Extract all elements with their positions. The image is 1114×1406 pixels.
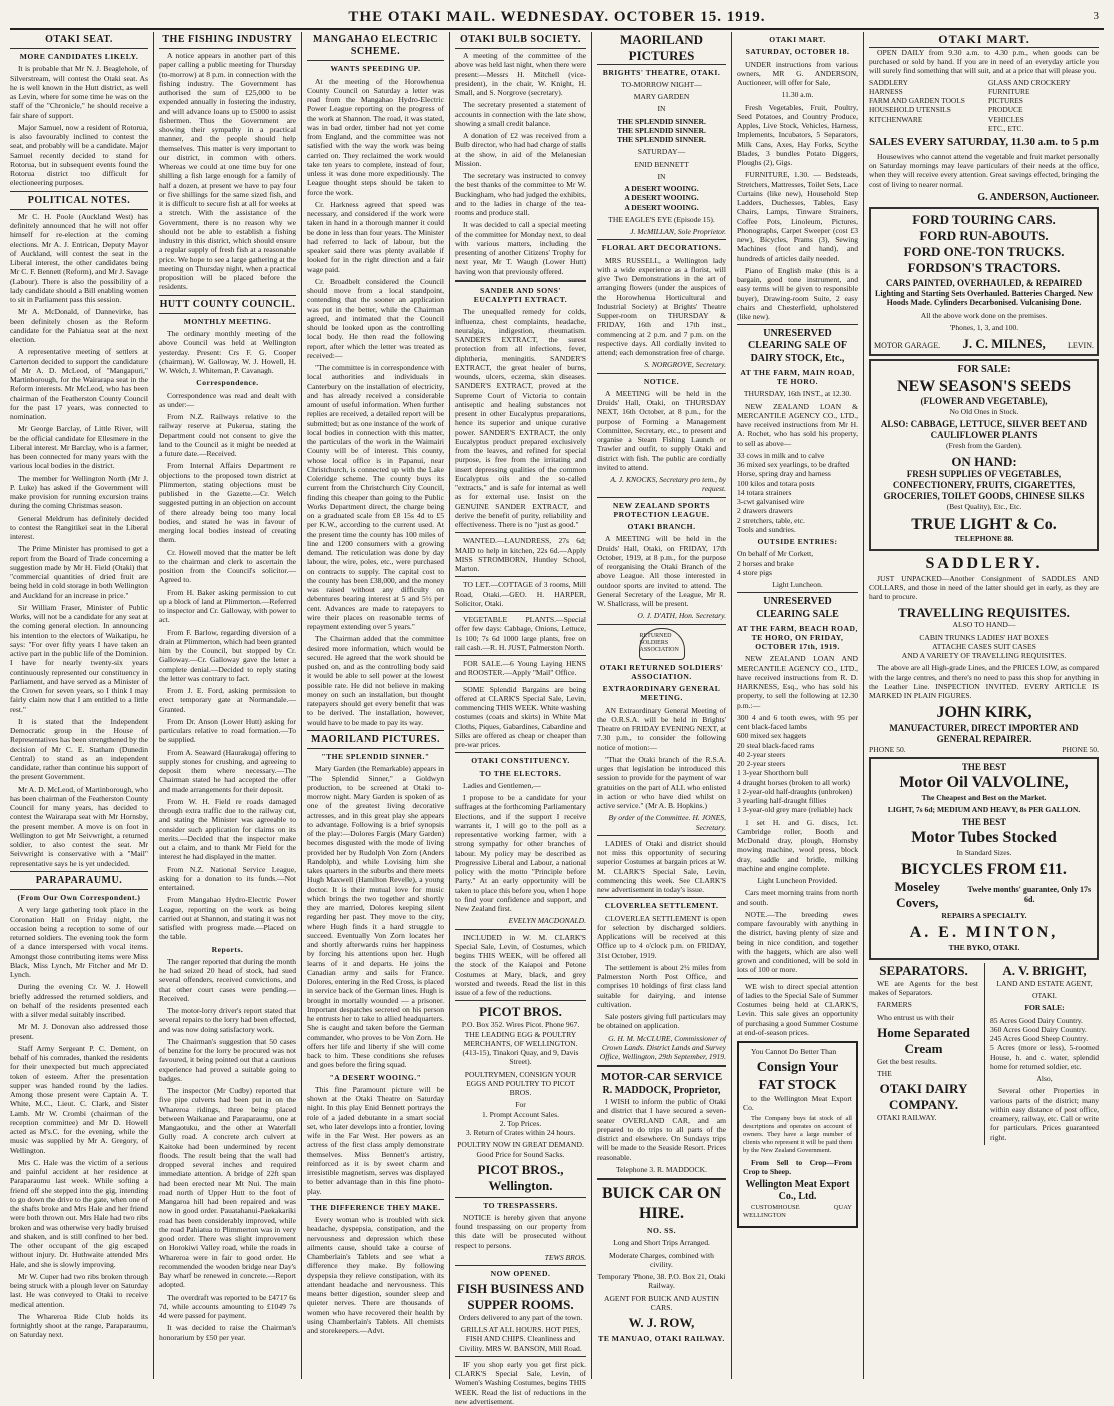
notice-text: NEW ZEALAND LOAN AND MERCANTILE AGENCY CO., LTD., have received instructions from R. D. HARKNESS, Esq., who has sold his property, to sell the following at 12.30 p.m.:— bbox=[737, 654, 858, 710]
ad-text: POULTRYMEN, CONSIGN YOUR EGGS AND POULTRY TO PICOT BROS. bbox=[464, 1069, 577, 1098]
meat-export-ad bbox=[737, 1041, 858, 1228]
ad-headline: A. E. MINTON, bbox=[909, 924, 1059, 942]
stock-list: On behalf of Mr Corkett, 2 horses and brake 4 store pigs bbox=[737, 549, 814, 577]
ad-text: SATURDAY— bbox=[637, 147, 686, 157]
correspondent-byline: (From Our Own Correspondent.) bbox=[17, 893, 141, 903]
bright-land-agent-ad bbox=[984, 963, 1099, 1145]
ad-headline: Motor Oil VALVOLINE, bbox=[899, 774, 1069, 792]
article-paragraph: Mr C. H. Poole (Auckland West) has definitely announced that he will not offer himself for re-election at the coming elections. Mr A. J. Entrican, Deputy Mayor of Auckland, will contest the seat in the Liberal interest, the other candidates being Mr C. F. Bennett (Reform), and Mr J. Savage (Labour). There is also the possibility of a lady candidate should a Bill enabling women to sit in Parliament pass this session. bbox=[10, 211, 148, 305]
subheading: NOW OPENED. bbox=[490, 1269, 551, 1279]
notice-text: AN Extraordinary General Meeting of the O.R.S.A. will be held in Brights' Theatre on FRIDAY EVENING NEXT, at 7.30 p.m., to consider the following notice of motion:— bbox=[597, 705, 726, 752]
mart-item: PRODUCE bbox=[988, 105, 1023, 115]
notice-text: CLOVERLEA SETTLEMENT is open for selection by discharged soldiers. Applications will be received at this Office up to 4 o'clock p.m. on FRIDAY, 31st October, 1919. bbox=[597, 913, 726, 960]
subheading: "A DESERT WOOING." bbox=[329, 1072, 422, 1082]
ad-text: Get the best results. bbox=[877, 1056, 937, 1066]
ad-text: All the above work done on the premises. bbox=[920, 311, 1048, 321]
divider bbox=[597, 1065, 726, 1067]
signature: J. McMILLAN, Sole Proprietor. bbox=[630, 227, 726, 237]
notice-text: 1 set H. and G. discs, 1ct. Cambridge roller, Booth and McDonald dray, plough, Hornsby mowing machine, wool press, block dray, saddle and bridle, milking machine and engine complete. bbox=[737, 817, 858, 873]
mart-item bbox=[869, 124, 980, 133]
advert-heading: THE DIFFERENCE THEY MAKE. bbox=[310, 1202, 441, 1212]
signature: S. NORGROVE, Secretary. bbox=[644, 360, 726, 370]
subheading: NO. SS. bbox=[646, 1226, 677, 1236]
ad-text: Moderate Charges, combined with civility. bbox=[609, 1250, 714, 1269]
maoriland-pictures-ad-heading: MAORILAND PICTURES bbox=[597, 32, 726, 65]
subheading: Correspondence. bbox=[196, 378, 259, 388]
mart-item-list bbox=[869, 78, 1099, 132]
classified-ad: LADIES of Otaki and district should not miss this opportunity of securing superior Costumes at bargain prices at W. M. CLARK'S Special Sale, Levin, commencing this week. See CLARK'S new advertisement in today's issue. bbox=[597, 838, 726, 895]
column-3 bbox=[301, 32, 449, 1379]
ad-text: A DESERT WOOING. A DESERT WOOING. A DESERT WOOING. bbox=[624, 184, 699, 212]
ad-text: GRILLS AT ALL HOURS. HOT PIES, FISH AND CHIPS. Cleanliness and Civility. MRS W. BANSON, Mill Road. bbox=[459, 1325, 582, 1353]
divider bbox=[455, 1265, 586, 1266]
article-paragraph: A representative meeting of settlers at Carterton decided to support the candidature of Mr A. D. McLeod, of "Mangapuri," Martinborough, for the Wairarapa seat in the Reform interests. Mr McLeod, who has been chairman of the Featherston County Council for the past 17 years, was connected to nomination. bbox=[10, 347, 148, 422]
classified-ad: INCLUDED in W. M. CLARK'S Special Sale, Levin, of Costumes, which begins THIS WEEK, will be offered all the stock of the Kaiapoi and Petone Costumes at Mary, black, and grey worsted and tweeds. Read the list in this issue of a few of the reductions. bbox=[455, 932, 586, 998]
notice-text: NEW ZEALAND LOAN & MERCANTILE AGENCY CO., LTD., have received instructions from Mr H. A. Rochet, who has sold his property, to sell as above— bbox=[737, 401, 858, 448]
ad-text: No Old Ones in Stock. bbox=[949, 407, 1019, 417]
column-6 bbox=[731, 32, 863, 1379]
article-paragraph: The member for Wellington North (Mr J. P. Luke) has asked if the Government will make provision for running excursion trains during the coming Christmas season. bbox=[10, 473, 148, 511]
ad-text: Temporary 'Phone, 38. P.O. Box 21, Otaki Railway. bbox=[597, 1272, 726, 1291]
ad-text: ALSO TO HAND— bbox=[952, 620, 1016, 630]
ad-text: FOR SALE: bbox=[957, 364, 1011, 376]
ad-text: (Best Quality), Etc., Etc. bbox=[946, 502, 1022, 512]
article-paragraph: Correspondence was read and dealt with as under:— bbox=[159, 390, 296, 409]
picot-bros-heading: PICOT BROS. bbox=[479, 1004, 562, 1020]
ad-text: The Company buys fat stock of all descriptions and operates on account of owners. They have a large number of clients who represent it will be paid them by the New Zealand Government. bbox=[743, 1115, 852, 1154]
rsa-badge-icon: RETURNED SOLDIERS ASSOCIATION bbox=[639, 628, 685, 660]
ad-text: MOTOR GARAGE. bbox=[874, 340, 941, 350]
ad-text: 85 Acres Good Dairy Country. 360 Acres Good Dairy Country. 245 Acres Good Sheep Country. 5 Acres (more or less), 5-roomed House, h. and c. water, splendid home for returned soldier, etc. bbox=[990, 1015, 1099, 1071]
subheading: OTAKI BRANCH. bbox=[627, 522, 696, 532]
article-paragraph: The inspector (Mr Cudby) reported that five pipe culverts had been put in on the Whareroa ridings, three being placed between Waikanae and Paraparaumu, one at Mangaotuku, and the other at Waterfall Gully road. A concrete arch culvert at Kaitoke had been undermined by recent floods. The result being that the wall had dropped several inches and required immediate attention. A bridge of 22ft span had been erected near Mt Nui. The main road north of Upper Hutt to the foot of Mangaroa hill had been repaired and was now in good order. Pauatahanui-Paekakariki road has been considerably improved, while the road Pahiatua to Plimmerton was in very good order. There was slight improvement on Horokiwi Valley road, while the roads in Whareroa were in fair to good order. He recommended the wooden bridge near Day's Bay wharf be renewed in concrete.—Report adopted. bbox=[159, 1086, 296, 1290]
article-paragraph: A donation of £2 was received from a Bulb director, who had had charge of stalls at the show, in aid of the Melanesian Mission. bbox=[455, 131, 586, 168]
maddock-heading: R. MADDOCK, Proprietor, bbox=[602, 1084, 721, 1096]
ad-text: 'Phones, 1, 3, and 100. bbox=[949, 323, 1019, 333]
ad-headline: FORDSON'S TRACTORS. bbox=[907, 259, 1061, 275]
article-paragraph: Mr George Barclay, of Little River, will be the official candidate for Ellesmere in the Liberal interest. Mr Barclay, who is a farmer, has been connected for many years with the various local bodies in the district. bbox=[10, 424, 148, 471]
otaki-seat-subheading: MORE CANDIDATES LIKELY. bbox=[19, 52, 139, 62]
maoriland-pictures-heading: MAORILAND PICTURES. bbox=[307, 734, 444, 749]
ford-garage-ad bbox=[869, 207, 1099, 356]
article-paragraph: During the evening Cr. W. J. Howell briefly addressed the returned soldiers, and on behalf of the residents presented each with a silver medal suitably inscribed. bbox=[10, 982, 148, 1020]
notice-text: "That the Otaki branch of the R.S.A. urges that legislation be introduced this session to provide for the payment of war gratuities on the part of ALL who enlisted in action or who have died whilst on active service." (Mr A. B. Hopkins.) bbox=[597, 754, 726, 811]
ad-text: You Cannot Do Better Than bbox=[751, 1047, 837, 1057]
mart-item: KITCHENWARE bbox=[869, 114, 923, 124]
article-paragraph: From Mangahao Hydro-Electric Power League, reporting on the work as being carried out at Shannon, and stating it was not satisfied with progress made.—Placed on the table. bbox=[159, 895, 296, 942]
ad-text: REPAIRS A SPECIALTY. bbox=[941, 911, 1027, 921]
article-paragraph: A very large gathering took place in the Coronation Hall on Friday night, the occasion being a reception to some of our returned soldiers. The evening took the form of a dance interspersed with vocal items. Amongst those contributing items were Miss Black, Miss Lynch, Mr Fitcher and Mr D. Lynch. bbox=[10, 905, 148, 980]
divider bbox=[455, 280, 586, 282]
ad-text: THE BEST bbox=[961, 817, 1007, 828]
divider bbox=[307, 1199, 444, 1200]
divider bbox=[737, 978, 858, 979]
column-2 bbox=[153, 32, 301, 1379]
masthead bbox=[10, 6, 1104, 30]
ad-text: Several other Properties in various parts of the district; many within easy distance of post office, creamery, railway, etc. Call or write for particulars. Prices guaranteed right. bbox=[990, 1086, 1099, 1142]
signature: G. H. M. McCLURE, Commissioner of Crown Lands. District Lands and Survey Office, Wellington, 29th September, 1919. bbox=[599, 1033, 726, 1062]
ad-text: FARMERS bbox=[877, 1000, 912, 1010]
ad-headline: Wellington Meat Export Co., Ltd. bbox=[745, 1179, 850, 1203]
page-number: 3 bbox=[1093, 10, 1100, 23]
divider bbox=[455, 576, 586, 577]
ad-headline: FORD RUN-ABOUTS. bbox=[919, 228, 1049, 244]
ad-text: Housewives who cannot attend the vegetable and fruit market personally on Saturday mornings may leave particulars of their needs at the office, when they will receive every attention. Great savings effected, bringing the cost of living to nearer normal. bbox=[869, 151, 1099, 189]
divider bbox=[455, 929, 586, 930]
subheading: AT THE FARM, MAIN ROAD, TE HORO. bbox=[740, 367, 855, 387]
ad-text: THE BEST bbox=[961, 762, 1007, 773]
ad-text: ENID BENNETT bbox=[634, 159, 689, 169]
notice-text: 11.30 a.m. bbox=[781, 90, 814, 100]
article-paragraph: Mary Garden (the Remarkable) appears in "The Splendid Sinner," a Goldwyn production, to be screened at Otaki to-morrow night. Mary Garden is spoken of as one of the greatest living decorative actresses, and in this great play she appears to advantage. Following is a brief synopsis of the play:—Dolores Fargis (Mary Garden) becomes disgusted with the mode of living provided her by Rudolph Von Zorn (Anders Randolph), and while Lovising him she takes quarters in the suburbs and there meets Hugh Maxwell (Hamilton Revelle), a young doctor. It is their mutual love for music which brings the two together and shortly they are married, Dolores keeping silent regarding her past. They move to the city, where Hugh finds it a hard struggle to succeed. Eventually Von Zorn locates her and shortly afterwards ruins her happiness by forcing his attentions upon her. Hugh learns of it and departs. He joins the Canadian army and sails for France. Dolores, entering in the Red Cross, is placed in service back of the German lines. Hugh is brought in mortally wounded — a prisoner. Important despatches secreted on his person he entrusts her to take to allied headquarters. She is caught and taken before the German commander, who proves to be Von Zorn. He offers her life and liberty if she will come back to him. These conditions she refuses and goes before the firing squad. bbox=[307, 764, 444, 1070]
ad-headline: BICYCLES FROM £11. bbox=[901, 860, 1067, 878]
article-paragraph: The secretary was instructed to convey the best thanks of the committee to Mr W. Buckingham, who had judged the exhibits, and to the ladies in charge of the tea-rooms and produce stall. bbox=[455, 171, 586, 218]
article-paragraph: Mrs C. Hale was the victim of a serious and painful accident at her residence at Paraparaumu last week. While softing a friend off she stepped into the gig, intending to go down the drive to the gate, when one of the shafts broke and Mrs Hale and her friend were both thrown out. Mrs Hale had two ribs broken and was otherwise very badly bruised and shaken, and is still confined to her bed. The other occupant of the gig escaped without injury. Dr. Huthwaite attended Mrs Hale, and she is slowly improving. bbox=[10, 1157, 148, 1269]
ad-text: WE are Agents for the best makes of Separators. bbox=[869, 978, 978, 998]
signature: By order of the Committee. H. JONES, Secretary. bbox=[608, 813, 726, 832]
paraparaumu-heading: PARAPARAUMU. bbox=[10, 875, 148, 890]
article-paragraph: At the meeting of the Horowhenua County Council on Saturday a letter was read from the Mangahao Hydro-Electric Power League reporting on the progress of the work at Shannon. The road, it was stated, was in bad order, timber had not yet come from England, and the committee was not satisfied with the way the work was being carried on. They reclaimed the work would take ten years to complete, instead of four, unless it was done more expeditiously. The League thought steps should be taken to force the work. bbox=[307, 76, 444, 197]
classified-ad: WE wish to direct special attention of ladies to the Special Sale of Summer Costumes being held at CLARK'S, Levin. This sale gives an opportunity of purchasing a good Summer Costume at end-of-season prices. bbox=[737, 981, 858, 1037]
divider bbox=[455, 1000, 586, 1001]
ad-text: IN bbox=[657, 171, 666, 181]
ad-headline: FORD ONE-TON TRUCKS. bbox=[903, 243, 1065, 259]
mart-item: ETC., ETC. bbox=[988, 123, 1024, 133]
notice-text: A MEETING will be held in the Druids' Hall, Otaki, on THURSDAY NEXT, 16th October, at 8 p.m., for the purpose of Forming a Management Committee, Secretary, etc., to present and organise a Steam Fishing Launch or Trawler and outfit, to supply Otaki and district with fish. The public are cordially invited to attend. bbox=[597, 388, 726, 472]
subheading: MONTHLY MEETING. bbox=[183, 316, 272, 326]
ad-headline: TRUE LIGHT & Co. bbox=[911, 515, 1057, 533]
article-paragraph: Mr A. D. McLeod, of Martinborough, who has been chairman of the Featherston County Council for many years, has decided to contest the Wairarapa seat with Mr Hornsby, the present member. A move is on foot in Wellington to get Mr Seivwright, a returned soldier, to also contest the seat. Mr Seivwright is conservative with a "Mail" representative says he is yet undecided. bbox=[10, 784, 148, 868]
subheading: OUTSIDE ENTRIES: bbox=[757, 537, 838, 547]
notice-text: Sale posters giving full particulars may be obtained on application. bbox=[597, 1012, 726, 1031]
notice-text: UNDER instructions from various owners, MR G. ANDERSON, Auctioneer, will offer for Sale, bbox=[737, 59, 858, 87]
article-paragraph: From H. Baker asking permission to cut up a block of land at Plimmerton.—Referred to inspector and Cr. Galloway, with power to act. bbox=[159, 587, 296, 625]
article-paragraph: The overdraft was reported to be £4717 6s 7d, while accounts amounting to £1049 7s 4d were passed for payment. bbox=[159, 1292, 296, 1321]
divider bbox=[597, 835, 726, 836]
mart-item: SADDLERY bbox=[869, 78, 909, 88]
article-paragraph: From N.Z. National Service League, asking for a donation to its funds.—Not entertained. bbox=[159, 864, 296, 893]
constituency-heading: OTAKI CONSTITUENCY. bbox=[471, 756, 570, 766]
divider bbox=[455, 1197, 586, 1198]
article-paragraph: General Meldrum has definitely decided to contest the Rangitikei seat in the Liberal interest. bbox=[10, 513, 148, 542]
mart-item: VEHICLES bbox=[988, 114, 1024, 124]
ad-text: THE bbox=[877, 1068, 892, 1078]
notice-text: Light Luncheon. bbox=[772, 580, 823, 590]
article-paragraph: I propose to be a candidate for your suffrages at the forthcoming Parliamentary Elections, and if the support I receive warrants it, I will go to the poll as a representative working farmer, with a strong sympathy for other branches of labour. My policy may be described as Progressive Liberal and Labour, a national policy with the motto "Principle before Party." At an early opportunity will be taken to place this before you, when I hope to find your confidence and support, and New Zealand first. bbox=[455, 793, 586, 914]
signature: A. J. KNOCKS, Secretary pro tem., by request. bbox=[610, 475, 726, 494]
separators-ad bbox=[869, 963, 978, 1145]
ad-text: MARY GARDEN bbox=[633, 92, 690, 102]
cloverlea-heading: CLOVERLEA SETTLEMENT. bbox=[604, 901, 719, 911]
ad-text: FRESH SUPPLIES OF VEGETABLES, CONFECTIONERY, FRUITS, CIGARETTES, GROCERIES, TOILET GOODS, CHINESE SILKS bbox=[883, 469, 1085, 502]
divider bbox=[737, 592, 858, 593]
article-paragraph: It is stated that the Independent Democratic group in the House of Representatives has been strengthened by the decision of Mr C. E. Statham (Dunedin Central) to stand as an independent candidate, rather than continue his support of the present Government. bbox=[10, 716, 148, 782]
notice-text: MRS RUSSELL, a Wellington lady with a wide experience as a florist, will give Two Demonstrations in the art of arranging flowers (under the auspices of the Horowhenua Horticultural and Industrial Society) at Brights' Theatre Supper-room on THURSDAY & FRIDAY, 16th and 17th inst., commencing at 2 p.m. and 7 p.m. on the respective days. All cordially invited to attend; each demonstration free of charge. bbox=[597, 255, 726, 358]
ad-text: P.O. Box 352. Wires Picot. Phone 967. THE LEADING EGG & POULTRY MERCHANTS, OF WELLINGTON. (413-15), Tinakori Quay, and 9, Davis Street). bbox=[461, 1020, 580, 1067]
bulb-society-heading: OTAKI BULB SOCIETY. bbox=[455, 34, 586, 49]
stock-list: 33 cows in milk and to calve 36 mixed sex yearlings, to be drafted Horse, spring dray and harness 100 kilos and totara posts 14 totara strainers 3-cwt galvanised wire 2 drawers drawers 2 stretchers, table, etc. Tools and sundries. bbox=[737, 450, 850, 534]
article-paragraph: From Internal Affairs Department re objections to the proposed town district at Plimmerton, stating objections must be published in the Gazette.—Cr. Welch suggested putting in an objection on account of there already being too many local bodies, and stated he was in favour of merging local bodies instead of creating them. bbox=[159, 461, 296, 545]
motor-car-service-heading: MOTOR-CAR SERVICE bbox=[600, 1071, 723, 1084]
political-notes-heading: POLITICAL NOTES. bbox=[10, 195, 148, 210]
ad-text: Also, bbox=[1036, 1074, 1053, 1084]
divider bbox=[597, 897, 726, 898]
ad-subheadline: CARS PAINTED, OVERHAULED, & REPAIRED bbox=[885, 277, 1083, 288]
clearing-sale-heading-2: UNRESERVED CLEARING SALE bbox=[756, 596, 839, 620]
subheading: TO THE ELECTORS. bbox=[479, 768, 562, 778]
sanders-extract-heading: SANDER AND SONS' EUCALYPTI EXTRACT. bbox=[473, 285, 568, 305]
article-paragraph: Mr A. McDonald, of Dannevirke, has been definitely chosen as the Reform candidate for the Pahiatua seat at the next election. bbox=[10, 307, 148, 345]
mart-item: FARM AND GARDEN TOOLS bbox=[869, 96, 965, 106]
ad-text: OTAKI RAILWAY. bbox=[877, 1112, 937, 1122]
article-paragraph: Ladies and Gentlemen,— bbox=[463, 780, 541, 790]
ad-headline: OTAKI DAIRY COMPANY. bbox=[879, 1081, 968, 1113]
sales-saturday-heading: SALES EVERY SATURDAY, 11.30 a.m. to 5 p.m bbox=[869, 135, 1099, 148]
article-paragraph: Major Samuel, now a resident of Rotorua, is also favourably inclined to contest the seat, and probably will be a candidate. Major Samuel recently decided to stand for Rotorua, but in subsequent events found the Rotorua district too difficult for electioneering purposes. bbox=[10, 122, 148, 188]
notice-text: Piano of English make (this is a bargain, good tone instrument, and easy terms will be given to responsible buyer), Drawing-room Suite, 2 easy chairs and Chesterfield, upholstered (like new). bbox=[737, 265, 858, 321]
article-paragraph: The motor-lorry driver's report stated that several repairs to the lorry had been effected, and was now doing satisfactory work. bbox=[159, 1006, 296, 1034]
signature: TEWS BROS. bbox=[544, 1252, 586, 1262]
subheading: TE MANUAO, OTAKI RAILWAY. bbox=[598, 1333, 725, 1343]
article-paragraph: The Prime Minister has promised to get a report from the Board of Trade concerning a suggestion made by Mr H. Field (Otaki) that "commercial quantities of dried fruit are being held in cold storage in both Wellington and Auckland for an increase in price." bbox=[10, 544, 148, 600]
ad-text: MANUFACTURER, DIRECT IMPORTER AND GENERAL REPAIRER. bbox=[889, 722, 1079, 744]
ad-headline: J. C. MILNES, bbox=[962, 335, 1046, 351]
divider bbox=[455, 532, 586, 533]
ad-text: I WISH to inform the public of Otaki and district that I have secured a seven-seater OVERLAND CAR, and am prepared to do trips to all parts of the district and elsewhere. On Sundays trips will be made to the Seaside Resort. Prices reasonable. bbox=[597, 1097, 726, 1162]
ad-headline: FORD TOURING CARS. bbox=[912, 212, 1056, 228]
ad-headline: Moseley Covers, bbox=[894, 879, 941, 911]
ad-text: Long and Short Trips Arranged. bbox=[613, 1238, 710, 1248]
fish-business-heading: FISH BUSINESS AND SUPPER ROOMS. bbox=[456, 1281, 585, 1313]
article-paragraph: From Dr. Anson (Lower Hutt) asking for particulars relative to road formation.—To be supplied. bbox=[159, 716, 296, 745]
article-paragraph: Staff Army Sergeant P. C. Dement, on behalf of his comrades, thanked the residents for their unexpected but much appreciated token of esteem. After the presentation supper was handed round by the ladies. Among those present were Captain A. T. White, M.C., Lieut. C. Clark, and Sister Lamb. Mr W. Crombi (chairman of the reception committee) and Mr D. Howell acted as M's.C. for the evening, while the music was supplied by Mr A. Gregory, of Wellington. bbox=[10, 1043, 148, 1155]
article-paragraph: It was decided to raise the Chairman's honorarium by £50 per year. bbox=[159, 1323, 296, 1342]
subheading: BRIGHTS' THEATRE, OTAKI. bbox=[602, 67, 721, 77]
ad-text: TO-MORROW NIGHT— bbox=[621, 79, 702, 89]
divider bbox=[597, 624, 726, 625]
article-paragraph: Mr M. J. Donovan also addressed those present. bbox=[10, 1022, 148, 1041]
ad-text: Twelve months' guarantee, Only 17s 6d. bbox=[967, 885, 1092, 905]
ad-text: PHONE 50. bbox=[1062, 744, 1099, 754]
article-paragraph: Mr W. Cuper had two ribs broken through being struck with a plough lever on Saturday last. He was conveyed to Otaki to receive medical attention. bbox=[10, 1271, 148, 1309]
classified-ad: SOME Splendid Bargains are being offered at CLARK'S Special Sale, Levin, commencing THIS WEEK. White washing costumes (coats and skirts) in White Mat Cloths, Piques, Gabardines, Cabardine and Silks are offered as cheap or cheaper than pre-war prices. bbox=[455, 684, 586, 750]
otaki-mart-heading: OTAKI MART. bbox=[769, 35, 826, 44]
mart-item: HARNESS bbox=[869, 87, 903, 97]
article-paragraph: Cr. Broadbelt considered the Council should move from a local standpoint, contending that the sooner an application was put in the better, while the Chairman agreed, and intimated that the Council should be looked upon as the controlling local body. He then read the following report, after which the letter was treated as received:— bbox=[307, 276, 444, 360]
article-paragraph: A notice appears in another part of this paper calling a public meeting for Thursday (to-morrow) at 8 p.m. in connection with the fishing industry. The Government has authorised the sum of £25,000 to be expended annually in fostering the industry, and will advance loans up to £5000 to assist fishermen. Thus the Government are showing their sympathy in a practical manner, and the people should help themselves. This matter is very important to our district, in common with others. Whereas we could at one time buy for one shilling a fish large enough for a family of half a dozen, at present we have to pay four or five shillings for the same sized fish, and it is difficult to secure fish at all for weeks at a stretch. With the assistance of the Government, there is no reason why we should not be able to establish a fishing industry in this district, which should ensure a regular supply of fresh fish at a reasonable price. We hope to see a large gathering at the meeting on Thursday night, when a practical proposition will be placed before the residents. bbox=[159, 51, 296, 292]
bottom-ads bbox=[869, 963, 1099, 1145]
ad-text: TELEPHONE 88. bbox=[954, 534, 1014, 544]
notice-heading: NOTICE. bbox=[643, 376, 680, 386]
ad-text: POULTRY NOW IN GREAT DEMAND. Good Price for Sound Sacks. bbox=[457, 1140, 584, 1159]
clearing-sale-heading: UNRESERVED CLEARING SALE OF DAIRY STOCK, Etc., bbox=[748, 328, 847, 364]
article-paragraph: The Whareroa Ride Club holds its fortnightly shoot at the range, Paraparaumu, on Saturday next. bbox=[10, 1311, 148, 1340]
ad-headline: Motor Tubes Stocked bbox=[911, 829, 1057, 847]
ad-text: THE BYKO, OTAKI. bbox=[948, 942, 1020, 952]
divider bbox=[737, 324, 858, 325]
divider bbox=[10, 191, 148, 192]
mart-item: FURNITURE bbox=[988, 87, 1030, 97]
article-paragraph: A meeting of the committee of the above was held last night, when there were present:—Messrs H. Mitchell (vice-president), in the chair, W. Knight, H. Small, and S. Norgrove (secretary). bbox=[455, 51, 586, 98]
article-paragraph: Cr. Harkness agreed that speed was necessary, and considered if the work were taken in hand in a thorough manner it could be done in less than four years. The Minister had referred to lack of labour, but the speaker said there was plenty available if looked for in the right direction and a fair wage paid. bbox=[307, 199, 444, 274]
column-5 bbox=[591, 32, 731, 1379]
divider bbox=[597, 497, 726, 498]
ad-text: In Standard Sizes. bbox=[956, 847, 1012, 857]
ad-headline: Consign Your FAT STOCK bbox=[756, 1060, 839, 1093]
ad-headline: JOHN KIRK, bbox=[936, 704, 1032, 722]
signature: G. ANDERSON, Auctioneer. bbox=[977, 191, 1099, 203]
ad-text: LIGHT, 7s 6d; MEDIUM AND HEAVY, 8s PER GALLON. bbox=[887, 804, 1081, 814]
valvoline-ad bbox=[869, 757, 1099, 960]
divider bbox=[455, 1356, 586, 1357]
divider bbox=[597, 239, 726, 240]
stock-list: 300 4 and 6 tooth ewes, with 95 per cent black-faced lambs 600 mixed sex haggets 20 steal black-faced rams 40 2-year steers 20 2-year steers 1 3-year Shorthorn bull 4 draught horses (broken to all work) 1 2-year-old half-draughts (unbroken) 3 yearling half-draught fillies 1 3-year-old grey mare (reliable) hack bbox=[737, 712, 858, 815]
divider bbox=[159, 295, 296, 296]
hutt-county-heading: HUTT COUNTY COUNCIL. bbox=[159, 299, 296, 314]
ad-text: For 1. Prompt Account Sales. 2. Top Prices. 3. Return of Crates within 24 hours. bbox=[465, 1100, 576, 1138]
column-4 bbox=[449, 32, 591, 1406]
ad-text: LAND AND ESTATE AGENT, bbox=[996, 978, 1093, 988]
ad-text: Telephone 3. R. MADDOCK. bbox=[615, 1164, 707, 1174]
subheading: WANTS SPEEDING UP. bbox=[330, 64, 421, 74]
article-paragraph: The Chairman's suggestion that 50 cases of benzine for the lorry be procured was not favoured, it being pointed out that a cautious experience had proved a suitable going to badges. bbox=[159, 1036, 296, 1083]
ad-text: (FLOWER AND VEGETABLE), bbox=[920, 396, 1048, 407]
floral-art-heading: FLORAL ART DECORATIONS. bbox=[601, 243, 722, 253]
ad-text: The above are all High-grade Lines, and the PRICES LOW, as compared with the large centres, and there's no need to pass this shop for anything in the Leather Line. INSPECTION INVITED. EVERY ARTICLE IS MARKED IN PLAIN FIGURES. bbox=[869, 663, 1099, 701]
article-paragraph: It was decided to call a special meeting of the committee for Monday next, to deal with various matters, including the presenting of another Citizens' Trophy for next year, Mr T. Waugh (Lower Hutt) having won that previously offered. bbox=[455, 220, 586, 276]
ad-text: Who entrust us with their bbox=[877, 1012, 955, 1022]
w-j-row-heading: W. J. ROW, bbox=[628, 1315, 695, 1331]
classified-ad: WANTED.—LAUNDRESS, 27s 6d; MAID to help in kitchen, 22s 6d.—Apply MISS STROMBORN, Huntley School, Marton. bbox=[455, 536, 586, 574]
subheading: AT THE FARM, BEACH ROAD, TE HORO, ON FRIDAY, OCTOBER 17th, 1919. bbox=[737, 623, 858, 652]
notice-text: A MEETING will be held in the Druids' Hall, Otaki, on FRIDAY, 17th October, 1919, at 8 p.m., for the purpose of reorganising the Otaki Branch of the above League. All those interested in outdoor sports are invited to attend. The General Secretary of the League, Mr R. W. Shallcrass, will be present. bbox=[597, 534, 726, 609]
ad-text: IN bbox=[657, 104, 666, 114]
ad-text: CUSTOMHOUSE QUAY WELLINGTON bbox=[743, 1203, 852, 1219]
ad-text: THE EAGLE'S EYE (Episode 15). bbox=[608, 214, 715, 224]
classified-ad: TO LET.—COTTAGE of 3 rooms, Mill Road, Otaki.—GEO. H. HARPER, Solicitor, Otaki. bbox=[455, 580, 586, 608]
article-paragraph: This fine Paramount picture will be shown at the Otaki Theatre on Saturday night. In this play Enid Bennett portrays the role of a jaded debutante in a smart social set, who later develops into a frontier, loving wife in the Far West. Her powers as an actress of the first class amply demonstrate themselves. Miss Bennett's artistry, reinforced as it is by sweet charm and irresistible magnetism, serves was displayed to better advantage than in this fine photo-play. bbox=[307, 1084, 444, 1196]
article-paragraph: Sir William Fraser, Minister of Public Works, will not be a candidate for any seat at the coming general election. In announcing his intention to the electors of Waikatipu, he says: "For over fifty years I have taken an active part in the public life of the Dominion. I have for nearly twenty-six years continuously represented our constituency in Parliament, and have served as a Minister of the Crown for seven years, so I think I may fairly claim now that I am entitled to a little rest." bbox=[10, 602, 148, 714]
article-paragraph: From J. E. Ford, asking permission to erect temporary gate at Normandale.—Granted. bbox=[159, 686, 296, 714]
true-light-ad bbox=[869, 359, 1099, 551]
subheading: Reports. bbox=[211, 944, 244, 954]
signature: O. J. D'ATH, Hon. Secretary. bbox=[637, 611, 726, 621]
notice-text: Light Luncheon Provided. bbox=[757, 876, 838, 886]
article-paragraph: The ordinary monthly meeting of the above Council was held at Wellington yesterday. Present: Crs F. G. Cooper (chairman), W. Galloway, W. J. Howell, H. W. Welch, J. Whiteman, P. Cavanagh. bbox=[159, 329, 296, 376]
ad-text: ALSO: CABBAGE, LETTUCE, SILVER BEET AND CAULIFLOWER PLANTS bbox=[880, 419, 1088, 441]
ad-text: THE SPLENDID SINNER. THE SPLENDID SINNER. THE SPLENDID SINNER. bbox=[617, 116, 706, 145]
divider bbox=[597, 373, 726, 374]
ad-headline: NEW SEASON'S SEEDS bbox=[897, 377, 1071, 395]
ad-text: (Fresh from the Garden). bbox=[946, 441, 1022, 451]
classified-ad: FOR SALE.—6 Young Laying HENS and ROOSTER.—Apply "Mail" Office. bbox=[455, 659, 586, 678]
mart-item: HOUSEHOLD UTENSILS bbox=[869, 105, 951, 115]
fishing-industry-heading: THE FISHING INDUSTRY bbox=[159, 34, 296, 49]
ad-text: AGENT FOR BUICK AND AUSTIN CARS. bbox=[603, 1293, 720, 1312]
notice-text: NOTE.—The breeding ewes compare favourably with anything in the district, having plenty of size and being in nice condition, and together with the haggets, which are also well grown and conditioned, will be sold in lots of 100 or more. bbox=[737, 909, 858, 975]
article-paragraph: Every woman who is troubled with sick headache, dyspepsia, constipation, and the nervousness and depression which these ailments cause, should take a course of Chamberlain's Tablets and see what a difference they make. By following dyspepsia they relieve constipation, with its attendant headache and nervousness. This means better digestion, sounder sleep and quieter nerves. There are thousands of women who have recovered their health by using Chamberlain's Tablets. All chemists and storekeepers.—Advt. bbox=[307, 1215, 444, 1336]
column-1 bbox=[10, 32, 153, 1379]
ad-text: JUST UNPACKED—Another Consignment of SADDLES AND COLLARS, and those in need of the latter should get in early, as they are hard to procure. bbox=[869, 573, 1099, 602]
ad-text: to the Wellington Meat Export Co. bbox=[743, 1093, 852, 1112]
classified-ad: VEGETABLE PLANTS.—Special offer few days: Cabbage, Onions, Lettuce, 1s 100; 7s 6d 1000 large plants, free on rail cash.—R. H. JUST, Palmerston North. bbox=[455, 615, 586, 652]
ad-text: PHONE 50. bbox=[869, 744, 906, 754]
mangahao-heading: MANGAHAO ELECTRIC SCHEME. bbox=[307, 34, 444, 61]
ad-text: CABIN TRUNKS LADIES' HAT BOXES ATTACHE CASES SUIT CASES AND A VARIETY OF TRAVELLING REQUISITES. bbox=[901, 632, 1067, 661]
ad-text: FOR SALE: bbox=[1024, 1003, 1065, 1013]
rsa-heading: OTAKI RETURNED SOLDIERS' ASSOCIATION. bbox=[599, 662, 724, 681]
ad-text: Orders delivered to any part of the town. bbox=[458, 1312, 583, 1322]
article-paragraph: The Chairman added that the committee desired more information, which would be secured. He agreed that the work should be pushed on, and as the controlling body said it would be able to sell power at the lowest possible rate. He did not believe in making money on such an installation, but thought ratepayers should get every benefit that was to be derived. The installation, however, would have to be made to pay its way. bbox=[307, 634, 444, 727]
saddlery-ad bbox=[869, 554, 1099, 754]
subheading: SATURDAY, OCTOBER 18. bbox=[745, 47, 850, 57]
notice-text: NOTICE is hereby given that anyone found trespassing on our property from this date will be prosecuted without respect to persons. bbox=[455, 1212, 586, 1250]
ad-text: OPEN DAILY from 9.30 a.m. to 4.30 p.m., when goods can be purchased or sold by hand. If you are in need of an everyday article you will surely find something that will suit, and at a price that will please you. bbox=[869, 47, 1099, 76]
divider bbox=[455, 681, 586, 682]
mart-item: PICTURES bbox=[988, 96, 1023, 106]
article-paragraph: From F. Barlow, regarding diversion of a drain at Plimmerton, which had been granted him by the Council, but stopped by Cr. Galloway.—Cr. Galloway gave the letter a complete denial.—Decided to reply stating the letter was contrary to fact. bbox=[159, 627, 296, 683]
subheading: "THE SPLENDID SINNER." bbox=[321, 752, 430, 762]
article-paragraph: The secretary presented a statement of accounts in connection with the late show, showing a small credit balance. bbox=[455, 100, 586, 128]
notice-text: FURNITURE, 1.30. — Bedsteads, Stretchers, Mattresses, Toilet Sets, Lace Curtains (like new), Household Step Ladders, Duchesses, Tables, Easy Chairs, Lamps, Tinware Strainers, Coffee Pots, Linoleum, Pictures, Phonographs, Carpet Sweeper (cost £3 new), Bicycles, Prams (3), Sewing Machines (foot and hand), and hundreds of articles daily needed. bbox=[737, 170, 859, 263]
notice-text: Cars meet morning trains from north and south. bbox=[737, 888, 858, 907]
page-columns bbox=[10, 32, 1104, 1406]
ad-text: The Cheapest and Best on the Market. bbox=[921, 792, 1047, 802]
ad-text: OTAKI. bbox=[1032, 991, 1057, 1001]
buick-heading: BUICK CAR ON HIRE. bbox=[601, 1185, 722, 1222]
ad-headline: TRAVELLING REQUISITES. bbox=[898, 604, 1070, 620]
classified-ad: IF you shop early you get first pick. CLARK'S Special Sale, Levin, of Women's Washing Costumes, begins THIS WEEK. Read the list of reductions in the new advertisement. bbox=[455, 1359, 586, 1406]
ad-text: From Sell to Crop—From Crop to Sheep. bbox=[743, 1157, 852, 1176]
notice-text: THURSDAY, 16th INST., at 12.30. bbox=[743, 389, 852, 399]
divider bbox=[10, 871, 148, 872]
ad-text: Lighting and Starting Sets Overhauled. Batteries Charged. New Hoods Made. Cylinders Decarbonised. Vulcanising Done. bbox=[875, 288, 1093, 308]
article-paragraph: From A. Seaward (Haurakuga) offering to supply stones for crushing, and agreeing to deposit them where necessary.—The Chairman stated he had accepted the offer and made arrangements for their deposit. bbox=[159, 747, 296, 794]
ad-headline: SADDLERY. bbox=[925, 555, 1043, 573]
divider bbox=[307, 730, 444, 731]
divider bbox=[455, 752, 586, 753]
article-paragraph: It is probable that Mr N. J. Beaglehole, of Silverstream, will contest the Otaki seat. As he is well known in the Hutt district, as well as Levin, where for some time he was on the staff of the "Chronicle," he should receive a fair share of support. bbox=[10, 64, 148, 120]
ad-headline: SEPARATORS. bbox=[879, 963, 968, 979]
column-7 bbox=[863, 32, 1104, 1379]
subheading: EXTRAORDINARY GENERAL MEETING. bbox=[602, 684, 721, 703]
picot-bros-footer: PICOT BROS., Wellington. bbox=[477, 1161, 564, 1193]
notice-text: The settlement is about 2½ miles from Palmerston North Post Office, and comprises 10 holdings of first class land suitable for dairying, and intense cultivation. bbox=[597, 962, 726, 1009]
article-paragraph: From N.Z. Railways relative to the railway reserve at Pukerua, stating the Department could not consent to give the land to the Council as it might be needed at a future date.—Received. bbox=[159, 412, 296, 459]
ad-text: LEVIN. bbox=[1067, 340, 1094, 350]
article-paragraph: From W. H. Field re roads damaged through extra traffic due to the railway cut, and stating the Minister was agreeable to consider such application for claims on its merits.—Decided that the inspector make out a claim, and to thank Mr Field for the interest he had displayed in the matter. bbox=[159, 796, 296, 862]
article-paragraph: "The committee is in correspondence with local authorities and individuals in Canterbury on the installation of electricity, and has already received a considerable amount of useful information. When further replies are received, a detailed report will be submitted; but as one instance of the work of local bodies in connection with this matter, the particulars of the work in the Waimairi County will be of interest. This county, whose local office is in Papanui, near Christchurch, is connected up with the Lake Coleridge scheme. The county buys its current from the Christchurch City Council, finding this cheaper than going to the Public Works Department direct, the charge being on a graduated scale from £8 15s 4d to £5 per K.W., according to the current used. At the present time the county has 100 miles of line and 1200 consumers with a growing demand. The reticulation was done by day labour, the wire, poles, etc., were purchased on contracts to supply. The capital cost to the county has been £38,000, and the money was raised without any difficulty on debentures bearing interest at 5 and 5½ per cent. Advances are made to ratepayers to wire their places on reasonable terms of repayment extending over 5 years." bbox=[307, 363, 444, 632]
otaki-mart-ad-heading: OTAKI MART. bbox=[869, 32, 1099, 48]
article-paragraph: The ranger reported that during the month he had seized 20 head of stock, had sued several offenders, received convictions, and that other court cases were pending.—Received. bbox=[159, 956, 296, 1003]
ad-headline: Home Separated Cream bbox=[877, 1024, 970, 1056]
ad-headline: ON HAND: bbox=[951, 453, 1017, 469]
divider bbox=[455, 611, 586, 612]
article-paragraph: Cr. Howell moved that the matter be left to the chairman and clerk to ascertain the position from the Council's solicitor.—Agreed to. bbox=[159, 547, 296, 585]
divider bbox=[455, 655, 586, 656]
newspaper-title: THE OTAKI MAIL. WEDNESDAY. OCTOBER 15. 1919. bbox=[348, 8, 766, 25]
divider bbox=[597, 1178, 726, 1180]
ad-headline: A. V. BRIGHT, bbox=[1002, 963, 1087, 979]
sports-league-heading: NEW ZEALAND SPORTS PROTECTION LEAGUE. bbox=[612, 500, 711, 519]
mart-item: GLASS AND CROCKERY bbox=[988, 78, 1071, 88]
signature: EVELYN MACDONALD. bbox=[508, 916, 586, 926]
trespassers-heading: TO TRESPASSERS. bbox=[483, 1200, 558, 1210]
article-paragraph: The unequalled remedy for colds, influenza, chest complaints, headache, neuralgia, indigestion, rheumatism. SANDER'S EXTRACT, the surest protection from all infections, fever, diphtheria, meningitis. SANDER'S EXTRACT, the great healer of burns, wounds, ulcers, eczema, skin diseases. SANDER'S EXTRACT, proved at the Supreme Court of Victoria to contain antiseptic and healing substances not present in other Eucalyptus preparations, hence its superior and unique curative power. SANDER'S EXTRACT, the only Eucalyptus product prepared exclusively from the leaves, and refined for special purpose, is free from the irritating and insert depressing qualities of the common Eucalyptus oils and the so-called "extracts," and is safe for internal as well as for external use. Insist on the GENUINE SANDER EXTRACT, and derive the benefit of purity, reliability and effectiveness. There is no "just as good." bbox=[455, 307, 586, 530]
otaki-seat-heading: OTAKI SEAT. bbox=[10, 34, 148, 49]
notice-text: Fresh Vegetables, Fruit, Poultry, Seed Potatoes, and Country Produce, Apples, Live Stock, Vehicles, Harness, Implements, Incubators, 5 Separators, Milk Cans, Axes, Hay Forks, Scythe Blades, 3 bundles Potato Diggers, Ploughs (2), Gigs. bbox=[737, 102, 858, 167]
